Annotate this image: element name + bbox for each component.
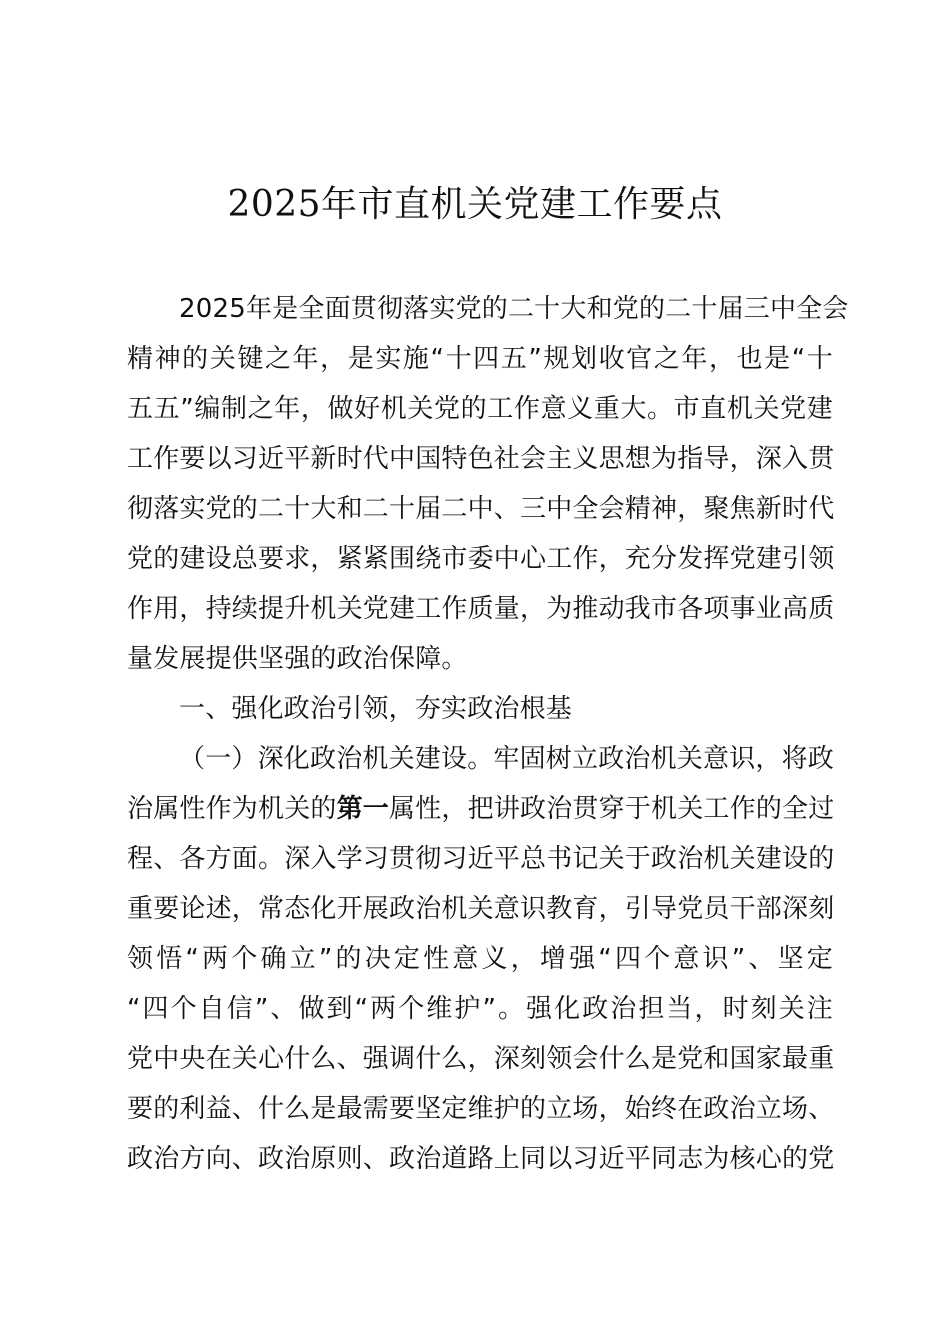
subsection-text: 属性，把讲政治贯穿于机关工作的全过 xyxy=(389,794,835,824)
intro-line: 五五”编制之年，做好机关党的工作意义重大。市直机关党建 xyxy=(127,394,833,424)
subsection-line: “四个自信”、做到“两个维护”。强化政治担当，时刻关注 xyxy=(127,994,833,1024)
intro-line: 彻落实党的二十大和二十届二中、三中全会精神，聚焦新时代 xyxy=(127,494,835,524)
subsection-line: 重要论述，常态化开展政治机关意识教育，引导党员干部深刻 xyxy=(127,894,835,924)
subsection-line xyxy=(127,784,833,834)
subsection-text: 治属性作为机关的 xyxy=(127,794,337,824)
document-title: 2025年市直机关党建工作要点 xyxy=(227,184,723,225)
subsection-line: 党中央在关心什么、强调什么，深刻领会什么是党和国家最重 xyxy=(127,1044,835,1074)
intro-line: 工作要以习近平新时代中国特色社会主义思想为指导，深入贯 xyxy=(127,444,835,474)
subsection-line: 要的利益、什么是最需要坚定维护的立场，始终在政治立场、 xyxy=(127,1094,835,1124)
section-heading: 一、强化政治引领，夯实政治根基 xyxy=(179,694,573,724)
subsection-line: （一）深化政治机关建设。牢固树立政治机关意识，将政 xyxy=(179,744,835,774)
subsection-line: 政治方向、政治原则、政治道路上同以习近平同志为核心的党 xyxy=(127,1144,835,1174)
intro-line: 党的建设总要求，紧紧围绕市委中心工作，充分发挥党建引领 xyxy=(127,544,835,574)
emphasis-text: 第一 xyxy=(336,794,390,824)
intro-line: 2025年是全面贯彻落实党的二十大和党的二十届三中全会 xyxy=(179,294,849,324)
subsection-line: 程、各方面。深入学习贯彻习近平总书记关于政治机关建设的 xyxy=(127,844,835,874)
intro-line: 量发展提供坚强的政治保障。 xyxy=(127,644,468,674)
document-body xyxy=(127,284,849,1184)
intro-line: 作用，持续提升机关党建工作质量，为推动我市各项事业高质 xyxy=(127,594,835,624)
intro-line: 精神的关键之年，是实施“十四五”规划收官之年，也是“十 xyxy=(127,344,833,374)
subsection-line: 领悟“两个确立”的决定性意义，增强“四个意识”、坚定 xyxy=(127,944,833,974)
